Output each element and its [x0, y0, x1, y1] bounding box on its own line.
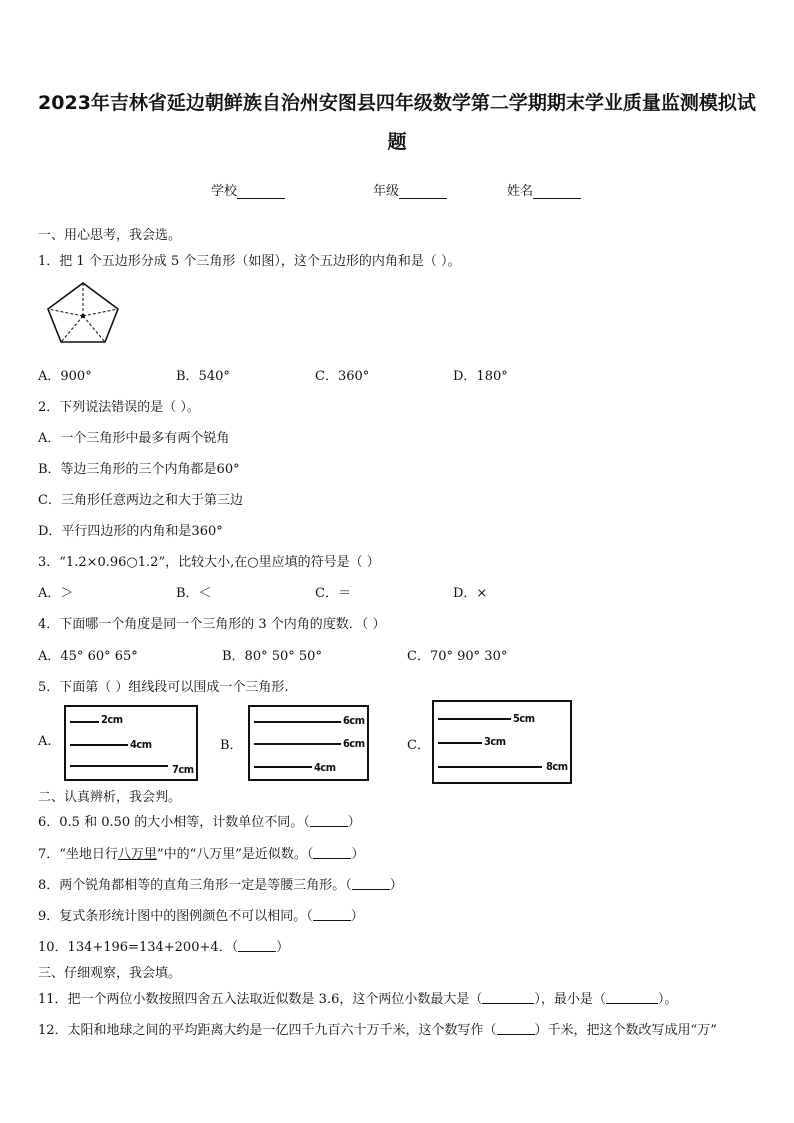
q4-text: 4．下面哪一个角度是同一个三角形的 3 个内角的度数．（ ） — [38, 617, 386, 632]
q9-close-paren: ） — [350, 909, 364, 924]
q3-option-a[interactable]: A．＞ — [38, 586, 74, 601]
q5-c-label-3: 8cm — [546, 760, 568, 773]
q5-b-segment-1 — [254, 721, 341, 723]
q7-answer-blank[interactable] — [313, 846, 351, 859]
q1-option-b[interactable]: B．540° — [176, 369, 230, 384]
q5-a-label-2: 4cm — [130, 738, 152, 751]
q5-b-label-2: 6cm — [343, 737, 365, 750]
q8-line — [38, 874, 403, 893]
name-blank[interactable] — [533, 185, 581, 199]
q3-option-b[interactable]: B．＜ — [176, 586, 212, 601]
q5-option-b-letter[interactable]: B． — [220, 738, 243, 753]
q11-text-mid: ），最小是（ — [534, 992, 606, 1007]
q6-text: 6．0.5 和 0.50 的大小相等，计数单位不同。（ — [38, 815, 310, 830]
q6-close-paren: ） — [347, 815, 361, 830]
q9-text: 9．复式条形统计图中的图例颜色不可以相同。（ — [38, 909, 313, 924]
q2-text: 2．下列说法错误的是（ ）。 — [38, 400, 200, 415]
section2-heading: 二、认真辨析，我会判。 — [38, 790, 182, 805]
q7-text-end: ”中的“八万里”是近似数。（ — [156, 847, 314, 862]
q5-c-label-1: 5cm — [513, 712, 535, 725]
section1-heading: 一、用心思考，我会选。 — [38, 228, 182, 243]
q2-option-d[interactable]: D．平行四边形的内角和是360° — [38, 524, 223, 539]
q5-a-label-1: 2cm — [101, 713, 123, 726]
q10-text: 10．134+196=134+200+4．（ — [38, 940, 239, 955]
q5-b-segment-3 — [254, 766, 312, 768]
q7-text-underlined: 八万里 — [117, 847, 157, 862]
exam-title-line2: 题 — [387, 131, 407, 153]
pentagon-figure — [44, 279, 122, 345]
q5-b-label-3: 4cm — [314, 761, 336, 774]
q5-a-segment-1 — [70, 721, 99, 723]
q4-option-b[interactable]: B．80° 50° 50° — [222, 649, 322, 664]
q5-option-c-letter[interactable]: C． — [407, 738, 430, 753]
q2-option-c[interactable]: C．三角形任意两边之和大于第三边 — [38, 493, 243, 508]
q5-text: 5．下面第（ ）组线段可以围成一个三角形. — [38, 680, 289, 695]
q8-answer-blank[interactable] — [352, 877, 390, 890]
q10-answer-blank[interactable] — [238, 939, 276, 952]
grade-field — [373, 180, 447, 199]
q5-c-segment-2 — [438, 742, 482, 744]
q5-c-segment-1 — [438, 718, 511, 720]
q4-option-a[interactable]: A．45° 60° 65° — [38, 649, 138, 664]
q7-text-start: 7．“坐地日行 — [38, 847, 118, 862]
q11-line — [38, 988, 677, 1007]
q11-max-blank[interactable] — [482, 991, 534, 1004]
q8-close-paren: ） — [389, 878, 403, 893]
q2-option-a[interactable]: A．一个三角形中最多有两个锐角 — [38, 431, 230, 446]
q5-group-c-box — [432, 700, 572, 784]
q12-text-end: ）千米，把这个数改写成用“万” — [534, 1023, 717, 1038]
q9-line — [38, 905, 364, 924]
school-field — [211, 180, 285, 199]
q11-text-end: ）。 — [657, 992, 678, 1007]
q2-option-b[interactable]: B．等边三角形的三个内角都是60° — [38, 462, 240, 477]
q5-option-a-letter[interactable]: A. — [38, 734, 52, 749]
q8-text: 8．两个锐角都相等的直角三角形一定是等腰三角形。（ — [38, 878, 352, 893]
q4-option-c[interactable]: C．70° 90° 30° — [407, 649, 508, 664]
q9-answer-blank[interactable] — [313, 908, 351, 921]
q3-option-d[interactable]: D．× — [453, 586, 488, 601]
q3-option-c[interactable]: C．＝ — [315, 586, 351, 601]
q5-a-segment-3 — [70, 765, 168, 767]
q12-answer-blank[interactable] — [497, 1022, 535, 1035]
q5-a-segment-2 — [70, 744, 128, 746]
q12-text-start: 12．太阳和地球之间的平均距离大约是一亿四千九百六十万千米，这个数写作（ — [38, 1023, 497, 1038]
q1-text: 1．把 1 个五边形分成 5 个三角形（如图），这个五边形的内角和是（ ）。 — [38, 254, 461, 269]
q1-option-d[interactable]: D．180° — [453, 369, 508, 384]
grade-label: 年级 — [373, 184, 400, 199]
q5-a-label-3: 7cm — [172, 763, 194, 776]
q7-close-paren: ） — [351, 847, 365, 862]
q11-text-start: 11．把一个两位小数按照四舍五入法取近似数是 3.6，这个两位小数最大是（ — [38, 992, 483, 1007]
q5-c-label-2: 3cm — [484, 735, 506, 748]
q5-b-label-1: 6cm — [343, 714, 365, 727]
section3-heading: 三、仔细观察，我会填。 — [38, 966, 182, 981]
q1-option-a[interactable]: A．900° — [38, 369, 92, 384]
q10-close-paren: ） — [276, 940, 290, 955]
q6-answer-blank[interactable] — [310, 814, 348, 827]
q5-group-a-box — [64, 705, 198, 781]
exam-title-line1: 2023年吉林省延边朝鲜族自治州安图县四年级数学第二学期期末学业质量监测模拟试 — [38, 92, 756, 114]
name-field — [507, 180, 581, 199]
school-label: 学校 — [211, 184, 238, 199]
q6-line — [38, 811, 361, 830]
q5-b-segment-2 — [254, 743, 341, 745]
grade-blank[interactable] — [399, 185, 447, 199]
q5-c-segment-3 — [438, 766, 542, 768]
name-label: 姓名 — [507, 184, 534, 199]
q10-line — [38, 936, 289, 955]
q7-line — [38, 843, 364, 862]
school-blank[interactable] — [237, 185, 285, 199]
q1-option-c[interactable]: C．360° — [315, 369, 370, 384]
q12-line — [38, 1019, 717, 1038]
q11-min-blank[interactable] — [606, 991, 658, 1004]
q5-group-b-box — [248, 705, 369, 781]
q3-text: 3．“1.2×0.96○1.2”，比较大小,在○里应填的符号是（ ） — [38, 555, 380, 570]
